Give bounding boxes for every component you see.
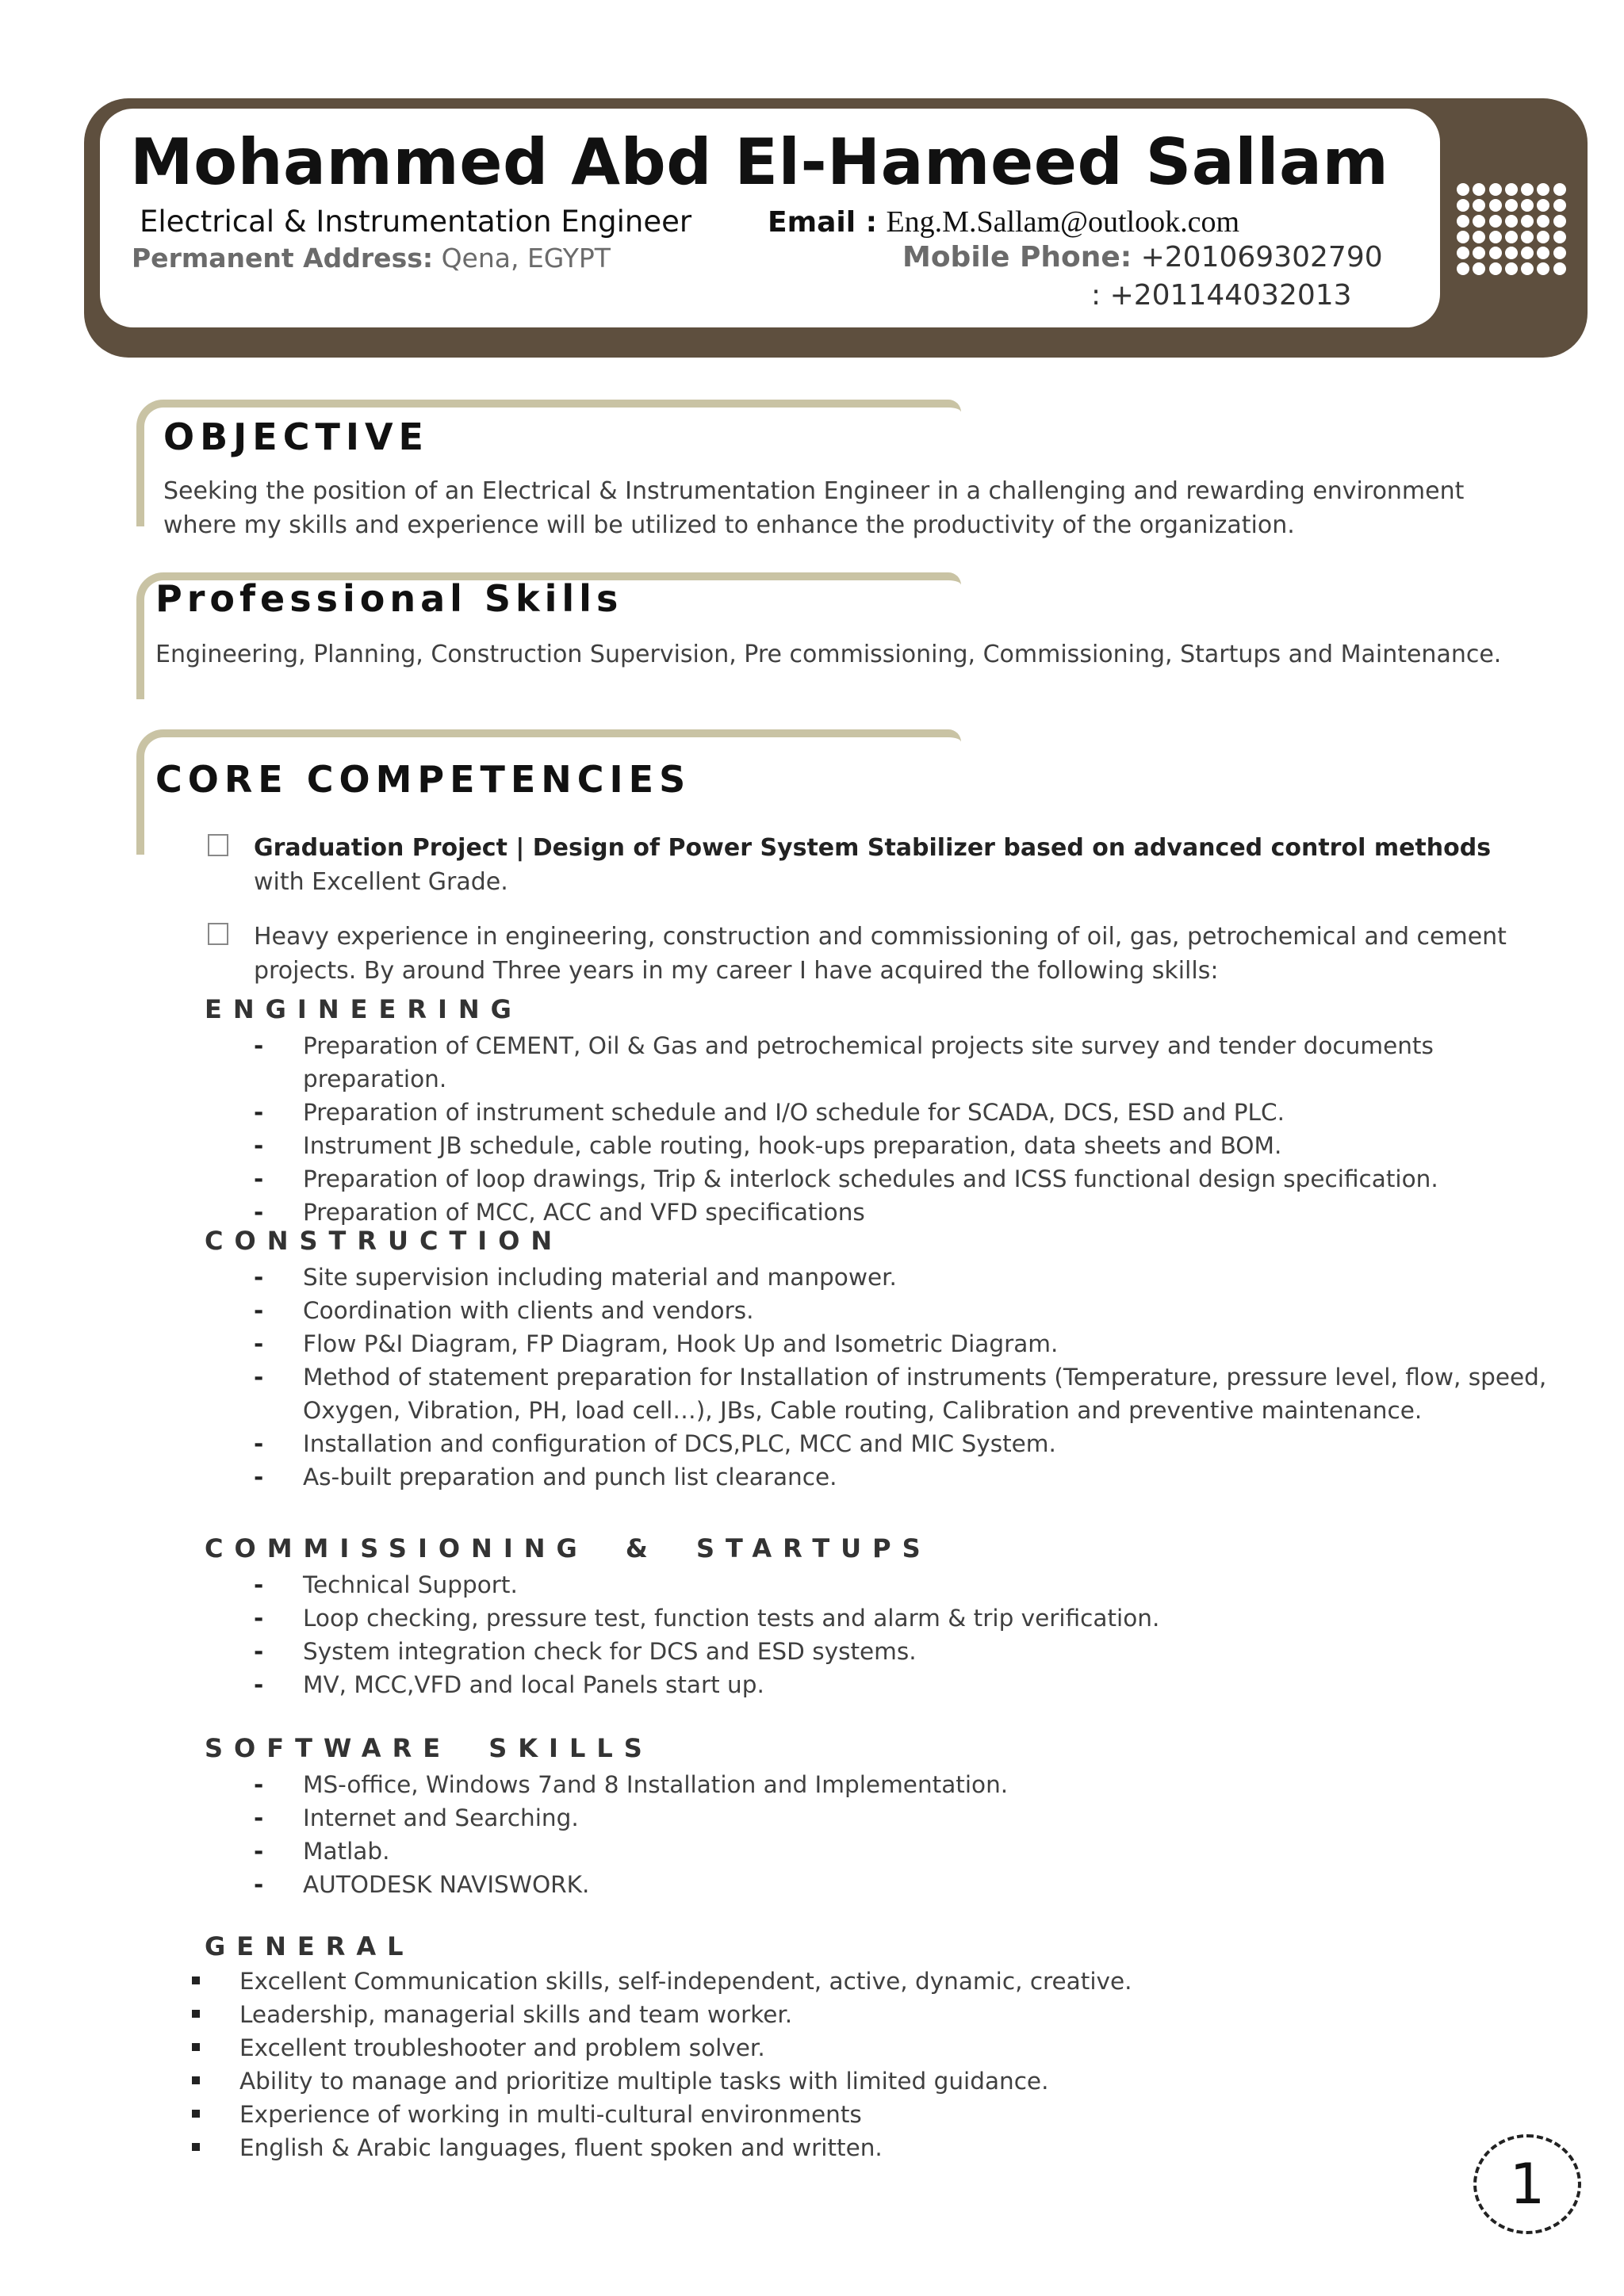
list-item: - Preparation of instrument schedule and I/O schedule for SCADA, DCS, ESD and PLC.	[254, 1096, 1562, 1129]
email-label: Email :	[768, 206, 878, 239]
dot	[1457, 262, 1469, 275]
list-item: Ability to manage and prioritize multiple tasks with limited guidance.	[192, 2064, 1500, 2098]
core-item-experience: Heavy experience in engineering, construction and commissioning of oil, gas, petrochemical and cement projects. By around Three years in my career I have acquired the following skills:	[254, 923, 1507, 985]
dot	[1537, 247, 1549, 259]
list-item: Experience of working in multi-cultural environments	[192, 2098, 1500, 2131]
dot	[1473, 199, 1485, 212]
dot	[1521, 247, 1534, 259]
dot	[1553, 262, 1566, 275]
phone-value-2: : +201144032013	[1091, 279, 1352, 312]
list-item: Excellent troubleshooter and problem solver.	[192, 2031, 1500, 2064]
list-item: - Installation and configuration of DCS,PLC, MCC and MIC System.	[254, 1427, 1562, 1460]
dot	[1537, 199, 1549, 212]
dot	[1537, 183, 1549, 196]
address-line	[132, 243, 611, 274]
construction-list	[254, 1261, 1562, 1494]
list-item: Leadership, managerial skills and team worker.	[192, 1998, 1500, 2031]
checkbox-icon	[208, 923, 228, 945]
dot	[1553, 231, 1566, 243]
objective-text: Seeking the position of an Electrical & Instrumentation Engineer in a challenging and rewarding environment where my skills and experience will be utilized to enhance the productivity of the organization.	[163, 477, 1465, 539]
phone-label: Mobile Phone:	[902, 241, 1132, 274]
list-item: - Preparation of loop drawings, Trip & interlock schedules and ICSS functional design specification.	[254, 1162, 1562, 1196]
list-item: - MV, MCC,VFD and local Panels start up.	[254, 1668, 1562, 1701]
list-item: - Preparation of MCC, ACC and VFD specifications	[254, 1196, 1562, 1229]
address-value: Qena, EGYPT	[441, 243, 611, 274]
list-item: - Flow P&I Diagram, FP Diagram, Hook Up and Isometric Diagram.	[254, 1327, 1562, 1360]
dot	[1537, 262, 1549, 275]
graduation-project-grade: with Excellent Grade.	[254, 868, 508, 896]
dot	[1521, 183, 1534, 196]
dot	[1489, 231, 1502, 243]
dot	[1505, 247, 1518, 259]
dot	[1489, 247, 1502, 259]
dot	[1505, 199, 1518, 212]
dot	[1505, 231, 1518, 243]
address-label: Permanent Address:	[132, 243, 434, 274]
list-item: - Preparation of CEMENT, Oil & Gas and petrochemical projects site survey and tender documents preparation.	[254, 1029, 1562, 1096]
skills-text: Engineering, Planning, Construction Supervision, Pre commissioning, Commissioning, Startups and Maintenance.	[155, 641, 1502, 668]
list-item: - System integration check for DCS and ESD systems.	[254, 1635, 1562, 1668]
dot	[1521, 231, 1534, 243]
engineering-list	[254, 1029, 1562, 1229]
dot	[1553, 183, 1566, 196]
list-item: - Coordination with clients and vendors.	[254, 1294, 1562, 1327]
dot	[1457, 215, 1469, 228]
commissioning-heading: COMMISSIONING & STARTUPS	[205, 1533, 932, 1563]
dot	[1505, 183, 1518, 196]
skills-heading: Professional Skills	[155, 577, 623, 620]
dot	[1473, 183, 1485, 196]
dot	[1457, 247, 1469, 259]
decorative-dot-grid-icon	[1456, 182, 1568, 277]
dot	[1473, 247, 1485, 259]
dot	[1521, 199, 1534, 212]
graduation-project-title: Graduation Project | Design of Power System Stabilizer based on advanced control methods	[254, 834, 1492, 862]
general-list	[192, 1965, 1500, 2164]
email-value[interactable]: Eng.M.Sallam@outlook.com	[886, 205, 1240, 239]
list-item: English & Arabic languages, fluent spoken and written.	[192, 2131, 1500, 2164]
commissioning-list	[254, 1568, 1562, 1701]
phone-line	[902, 241, 1383, 274]
dot	[1457, 231, 1469, 243]
list-item: - AUTODESK NAVISWORK.	[254, 1868, 1562, 1901]
list-item: - MS-office, Windows 7and 8 Installation and Implementation.	[254, 1768, 1562, 1801]
checkbox-icon	[208, 834, 228, 856]
dot	[1489, 215, 1502, 228]
dot	[1457, 183, 1469, 196]
dot	[1473, 215, 1485, 228]
dot	[1505, 215, 1518, 228]
job-title: Electrical & Instrumentation Engineer	[140, 205, 692, 239]
phone-value-1: +201069302790	[1140, 241, 1383, 274]
page-number: 1	[1473, 2134, 1581, 2234]
dot	[1537, 231, 1549, 243]
dot	[1457, 199, 1469, 212]
dot	[1473, 231, 1485, 243]
list-item: - Site supervision including material and manpower.	[254, 1261, 1562, 1294]
objective-heading: OBJECTIVE	[163, 415, 429, 458]
dot	[1553, 247, 1566, 259]
dot	[1521, 215, 1534, 228]
list-item: - Technical Support.	[254, 1568, 1562, 1601]
dot	[1489, 262, 1502, 275]
dot	[1489, 183, 1502, 196]
list-item: - Method of statement preparation for Installation of instruments (Temperature, pressure level, flow, speed, Oxygen, Vibration, PH, load cell…), JBs, Cable routing, Calibration and preventive maintenance.	[254, 1360, 1562, 1427]
list-item: - As-built preparation and punch list clearance.	[254, 1460, 1562, 1494]
engineering-heading: ENGINEERING	[205, 994, 523, 1024]
list-item: Excellent Communication skills, self-independent, active, dynamic, creative.	[192, 1965, 1500, 1998]
general-heading: GENERAL	[205, 1931, 415, 1961]
dot	[1505, 262, 1518, 275]
candidate-name: Mohammed Abd El-Hameed Sallam	[130, 125, 1389, 199]
email-line	[768, 205, 1239, 239]
dot	[1521, 262, 1534, 275]
list-item: - Internet and Searching.	[254, 1801, 1562, 1835]
list-item: - Matlab.	[254, 1835, 1562, 1868]
dot	[1553, 215, 1566, 228]
core-heading: CORE COMPETENCIES	[155, 758, 691, 801]
dot	[1537, 215, 1549, 228]
core-item-graduation	[254, 831, 1546, 899]
dot	[1489, 199, 1502, 212]
software-heading: SOFTWARE SKILLS	[205, 1733, 653, 1763]
list-item: - Loop checking, pressure test, function tests and alarm & trip verification.	[254, 1601, 1562, 1635]
list-item: - Instrument JB schedule, cable routing, hook-ups preparation, data sheets and BOM.	[254, 1129, 1562, 1162]
dot	[1553, 199, 1566, 212]
software-list	[254, 1768, 1562, 1901]
dot	[1473, 262, 1485, 275]
construction-heading: CONSTRUCTION	[205, 1226, 564, 1256]
